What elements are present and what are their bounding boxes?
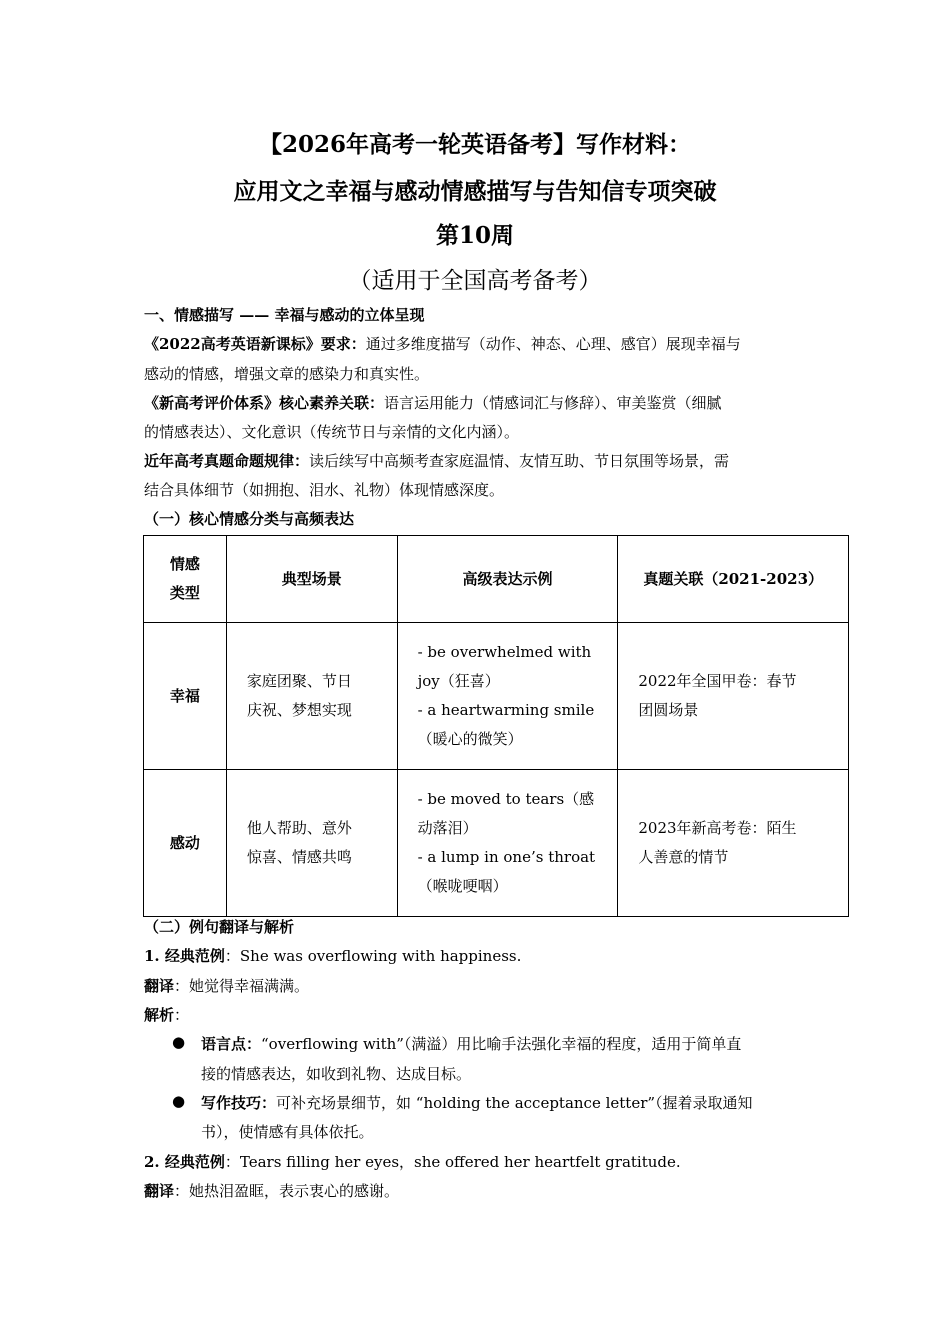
emotion-type-cell: 幸福 xyxy=(144,623,227,770)
header-expression: 高级表达示例 xyxy=(397,536,618,623)
header-scene: 典型场景 xyxy=(226,536,397,623)
requirement-label: 《2022高考英语新课标》要求： xyxy=(144,335,366,353)
document-title: 【2026年高考一轮英语备考】写作材料： xyxy=(258,131,691,158)
table-header-row xyxy=(144,536,849,623)
example1: 1. 经典范例：She was overflowing with happiness. xyxy=(144,947,522,965)
requirement-paragraph-cont: 感动的情感，增强文章的感染力和真实性。 xyxy=(144,365,430,383)
bullet-writing-tip-cont: 书），使情感有具体依托。 xyxy=(201,1123,374,1141)
exam-cell: 2023年新高考卷：陌生 人善意的情节 xyxy=(618,770,849,917)
analysis-label: 解析： xyxy=(144,1006,190,1024)
expression-cell: - be overwhelmed with joy（狂喜） - a heartwarming smile （暖心的微笑） xyxy=(397,623,618,770)
scene-cell: 家庭团聚、节日 庆祝、梦想实现 xyxy=(226,623,397,770)
core-literacy-label: 《新高考评价体系》核心素养关联： xyxy=(144,394,385,412)
table-row xyxy=(144,623,849,770)
example2: 2. 经典范例：Tears filling her eyes，she offered her heartfelt gratitude. xyxy=(144,1153,681,1171)
expression-cell: - be moved to tears（感 动落泪） - a lump in one’s throat （喉咙哽咽） xyxy=(397,770,618,917)
exam-pattern-label: 近年高考真题命题规律： xyxy=(144,452,310,470)
scene-cell: 他人帮助、意外 惊喜、情感共鸣 xyxy=(226,770,397,917)
emotion-type-cell: 感动 xyxy=(144,770,227,917)
core-literacy-paragraph-cont: 的情感表达）、文化意识（传统节日与亲情的文化内涵）。 xyxy=(144,423,520,441)
bullet-dot-icon: ● xyxy=(172,1092,186,1110)
exam-cell: 2022年全国甲卷：春节 团圆场景 xyxy=(618,623,849,770)
section2-heading: （二）例句翻译与解析 xyxy=(144,918,295,936)
bullet-writing-tip: 写作技巧：可补充场景细节，如 “holding the acceptance letter”（握着录取通知 xyxy=(201,1094,753,1112)
exam-pattern-paragraph-cont: 结合具体细节（如拥抱、泪水、礼物）体现情感深度。 xyxy=(144,481,505,499)
week-label: 第10周 xyxy=(435,222,514,249)
table-heading: （一）核心情感分类与高频表达 xyxy=(144,510,355,528)
translation2: 翻译：她热泪盈眶，表示衷心的感谢。 xyxy=(144,1182,400,1200)
exam-pattern-paragraph: 近年高考真题命题规律：读后续写中高频考查家庭温情、友情互助、节日氛围等场景，需 xyxy=(144,452,730,470)
requirement-paragraph: 《2022高考英语新课标》要求：通过多维度描写（动作、神态、心理、感官）展现幸福与 xyxy=(144,335,741,353)
core-literacy-paragraph: 《新高考评价体系》核心素养关联：语言运用能力（情感词汇与修辞）、审美鉴赏（细腻 xyxy=(144,394,722,412)
translation1: 翻译：她觉得幸福满满。 xyxy=(144,977,310,995)
document-subtitle: 应用文之幸福与感动情感描写与告知信专项突破 xyxy=(233,178,717,205)
bullet-language-point: 语言点：“overflowing with”（满溢）用比喻手法强化幸福的程度，适用于简单直 xyxy=(201,1035,742,1053)
section1-heading: 一、情感描写 —— 幸福与感动的立体呈现 xyxy=(144,306,425,324)
header-emotion-type: 情感 类型 xyxy=(144,536,227,623)
bullet-language-point-cont: 接的情感表达，如收到礼物、达成目标。 xyxy=(201,1065,472,1083)
table-row xyxy=(144,770,849,917)
bullet-dot-icon: ● xyxy=(172,1033,186,1051)
emotion-table xyxy=(143,535,849,917)
header-exam: 真题关联（2021-2023） xyxy=(618,536,849,623)
scope-label: （适用于全国高考备考） xyxy=(348,268,602,294)
